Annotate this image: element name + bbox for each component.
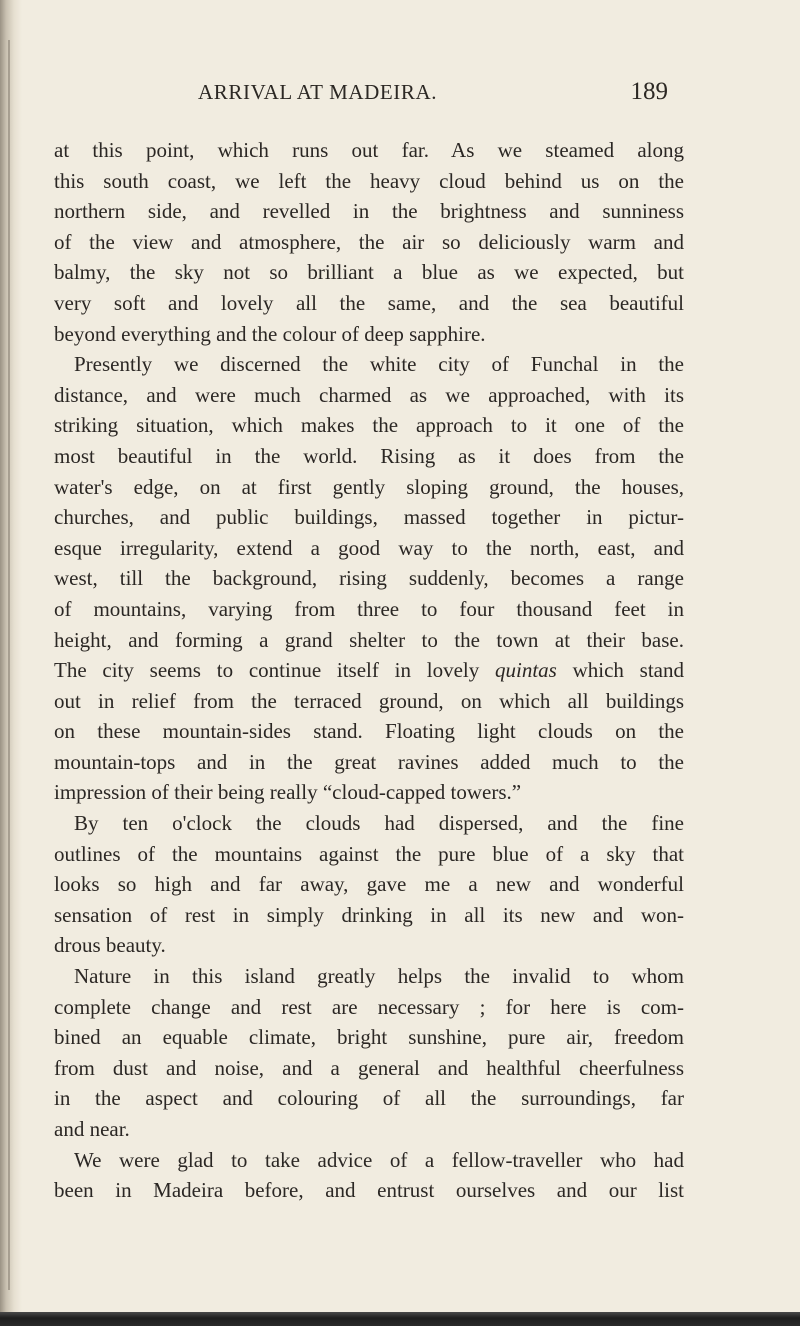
text-line: at this point, which runs out far. As we steamed along <box>54 138 684 162</box>
page-bottom-edge <box>0 1312 800 1326</box>
gutter-edge <box>8 40 10 1290</box>
text-line: outlines of the mountains against the pure blue of a sky that <box>54 841 684 866</box>
text-line: striking situation, which makes the approach to it one of the <box>54 413 684 438</box>
text-line: esque irregularity, extend a good way to the north, east, and <box>54 535 684 560</box>
text-line: most beautiful in the world. Rising as it does from the <box>54 443 684 468</box>
text-line: churches, and public buildings, massed together in pictur- <box>54 505 684 530</box>
text-line: in the aspect and colouring of all the surroundings, far <box>54 1086 684 1111</box>
text-line: looks so high and far away, gave me a new and wonderful <box>54 872 684 897</box>
page-number: 189 <box>630 78 668 105</box>
text-line: water's edge, on at first gently sloping ground, the houses, <box>54 474 684 499</box>
italic-word-quintas: quintas <box>494 658 557 683</box>
paragraph-start-line: Nature in this island greatly helps the invalid to whom <box>74 964 684 989</box>
text-segment: which stand <box>556 658 684 683</box>
text-line: height, and forming a grand shelter to the town at their base. <box>54 627 684 652</box>
text-line: this south coast, we left the heavy cloud behind us on the <box>54 168 684 193</box>
text-line: sensation of rest in simply drinking in all its new and won- <box>54 902 684 927</box>
page-header <box>198 80 668 120</box>
text-line: and near. <box>54 1117 130 1141</box>
text-line: mountain-tops and in the great ravines added much to the <box>54 749 684 774</box>
text-line: complete change and rest are necessary ; for here is com- <box>54 994 684 1019</box>
running-title: ARRIVAL AT MADEIRA. <box>198 80 438 104</box>
book-gutter <box>0 0 22 1326</box>
text-line: west, till the background, rising suddenly, becomes a range <box>54 566 684 591</box>
text-line: beyond everything and the colour of deep sapphire. <box>54 321 486 346</box>
text-line: of the view and atmosphere, the air so deliciously warm and <box>54 229 684 254</box>
text-line: of mountains, varying from three to four thousand feet in <box>54 596 684 621</box>
text-segment: The city seems to continue itself in lovely <box>54 658 495 683</box>
text-line: drous beauty. <box>54 933 166 958</box>
text-line: from dust and noise, and a general and healthful cheerfulness <box>54 1055 684 1080</box>
paragraph-start-line: Presently we discerned the white city of Funchal in the <box>74 352 684 377</box>
text-line-with-italic <box>54 655 684 686</box>
text-line: balmy, the sky not so brilliant a blue as we expected, but <box>54 260 684 285</box>
body-text <box>54 135 684 1206</box>
text-line: distance, and were much charmed as we approached, with its <box>54 382 684 407</box>
text-line: been in Madeira before, and entrust ourselves and our list <box>54 1178 684 1203</box>
paragraph-start-line: By ten o'clock the clouds had dispersed, and the fine <box>74 811 684 836</box>
paragraph-start-line: We were glad to take advice of a fellow-traveller who had <box>74 1147 684 1172</box>
text-line: bined an equable climate, bright sunshine, pure air, freedom <box>54 1025 684 1050</box>
text-line: northern side, and revelled in the brightness and sunniness <box>54 199 684 224</box>
text-line: impression of their being really “cloud-capped towers.” <box>54 780 522 805</box>
text-line: on these mountain-sides stand. Floating light clouds on the <box>54 719 684 744</box>
text-line: out in relief from the terraced ground, on which all buildings <box>54 688 684 713</box>
text-line: very soft and lovely all the same, and the sea beautiful <box>54 290 684 315</box>
